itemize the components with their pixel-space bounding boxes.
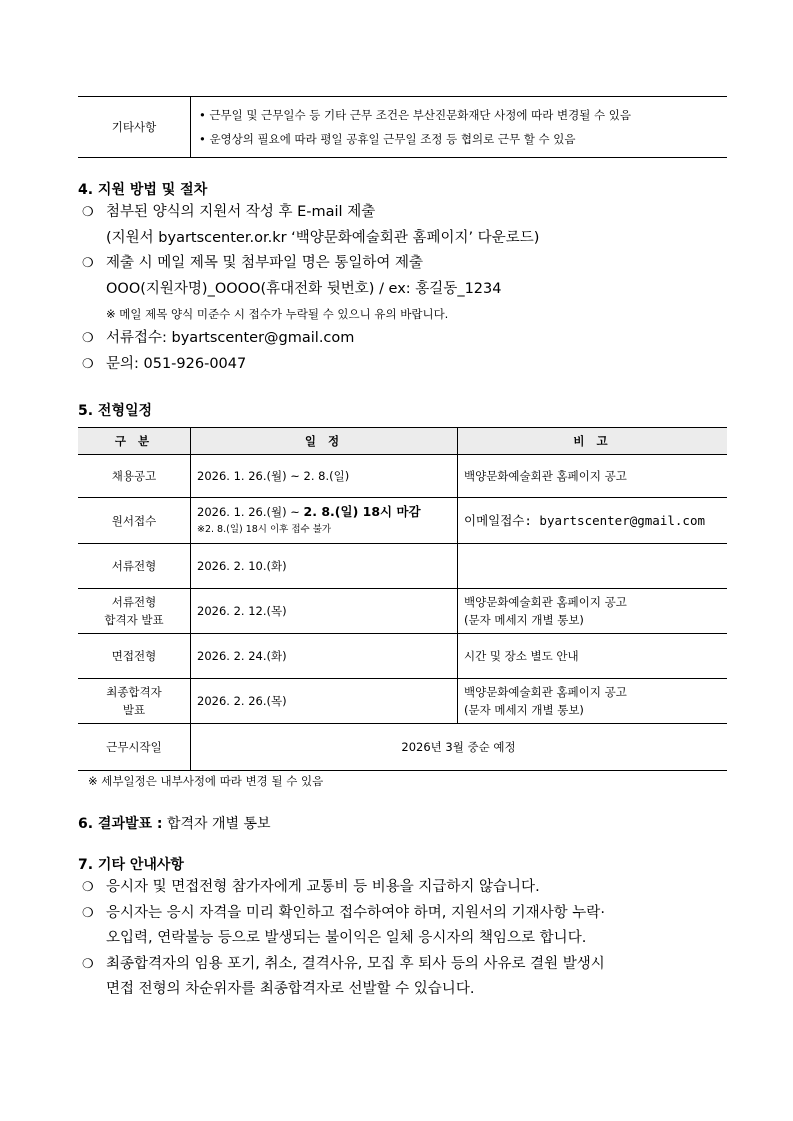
etc-label: 기타사항 — [78, 97, 191, 158]
circle-bullet-icon: ❍ — [82, 256, 94, 271]
circle-bullet-icon: ❍ — [82, 905, 94, 921]
list-item: ❍ 서류접수: byartscenter@gmail.com — [78, 326, 727, 352]
list-item: ❍ 응시자 및 면접전형 참가자에게 교통비 등 비용을 지급하지 않습니다. — [78, 875, 727, 901]
circle-bullet-icon: ❍ — [82, 331, 94, 346]
list-item-continuation: 오입력, 연락불능 등으로 발생되는 불이익은 일체 응시자의 책임으로 합니다. — [106, 930, 587, 946]
section-schedule — [78, 401, 727, 791]
etc-item: • 운영상의 필요에 따라 평일 공휴일 근무일 조정 등 협의로 근무 할 수 있음 — [199, 132, 576, 146]
list-item: ❍ 최종합격자의 임용 포기, 취소, 결격사유, 모집 후 퇴사 등의 사유로 결원 발생시 — [78, 952, 727, 978]
list-item-sub: OOO(지원자명)_OOOO(휴대전화 뒷번호) / ex: 홍길동_1234 — [106, 280, 502, 297]
section-other-info — [78, 855, 727, 1003]
etc-item: • 근무일 및 근무일수 등 기타 근무 조건은 부산진문화재단 사정에 따라 변경될 수 있음 — [199, 108, 632, 122]
list-item-continuation: 면접 전형의 차순위자를 최종합격자로 선발할 수 있습니다. — [106, 981, 475, 997]
table-row: 채용공고 2026. 1. 26.(월) ~ 2. 8.(일) 백양문화예술회관 홈페이지 공고 — [78, 455, 727, 498]
table-header-row — [78, 428, 727, 455]
circle-bullet-icon: ❍ — [82, 356, 94, 372]
list-item: ❍ 제출 시 메일 제목 및 첨부파일 명은 통일하여 제출 — [78, 251, 727, 277]
table-row: 근무시작일 2026년 3월 중순 예정 — [78, 724, 727, 771]
column-header: 일 정 — [191, 428, 458, 455]
list-item: ❍ 문의: 051-926-0047 — [78, 352, 727, 378]
email-address: 이메일접수: byartscenter@gmail.com — [464, 512, 705, 528]
circle-bullet-icon: ❍ — [82, 880, 94, 895]
list-item: ❍ 응시자는 응시 자격을 미리 확인하고 접수하여야 하며, 지원서의 기재사항 누락· — [78, 901, 727, 927]
section-title: 5. 전형일정 — [78, 403, 153, 419]
list-item-sub: (지원서 byartscenter.or.kr ‘백양문화예술회관 홈페이지’ 다운로드) — [106, 229, 540, 246]
section-title: 7. 기타 안내사항 — [78, 857, 184, 873]
section-application-method — [78, 180, 727, 377]
table-row: 최종합격자 발표 2026. 2. 26.(목) 백양문화예술회관 홈페이지 공고 (문자 메세지 개별 통보) — [78, 679, 727, 724]
schedule-table — [78, 427, 727, 771]
table-row: 서류전형 2026. 2. 10.(화) — [78, 544, 727, 589]
column-header: 구 분 — [78, 428, 191, 455]
etc-conditions-table — [78, 96, 727, 158]
list-item: ❍ 첨부된 양식의 지원서 작성 후 E-mail 제출 — [78, 200, 727, 226]
document-page — [78, 96, 727, 1003]
schedule-footnote: ※ 세부일정은 내부사정에 따라 변경 될 수 있음 — [88, 774, 324, 788]
circle-bullet-icon: ❍ — [82, 205, 94, 220]
section-title: 6. 결과발표 : — [78, 816, 163, 832]
table-row: 면접전형 2026. 2. 24.(화) 시간 및 장소 별도 안내 — [78, 634, 727, 679]
list-item-note: ※ 메일 제목 양식 미준수 시 접수가 누락될 수 있으니 유의 바랍니다. — [106, 307, 449, 321]
column-header: 비 고 — [458, 428, 728, 455]
section-title: 4. 지원 방법 및 절차 — [78, 182, 208, 198]
circle-bullet-icon: ❍ — [82, 956, 94, 972]
table-row: 원서접수 2026. 1. 26.(월) ~ 2. 8.(일) 18시 마감 ※2. 8.(일) 18시 이후 접수 불가 이메일접수: byartscenter@gmail.com — [78, 498, 727, 544]
table-row: 서류전형 합격자 발표 2026. 2. 12.(목) 백양문화예술회관 홈페이지 공고 (문자 메세지 개별 통보) — [78, 589, 727, 634]
section-result: 6. 결과발표 : 합격자 개별 통보 — [78, 816, 271, 832]
